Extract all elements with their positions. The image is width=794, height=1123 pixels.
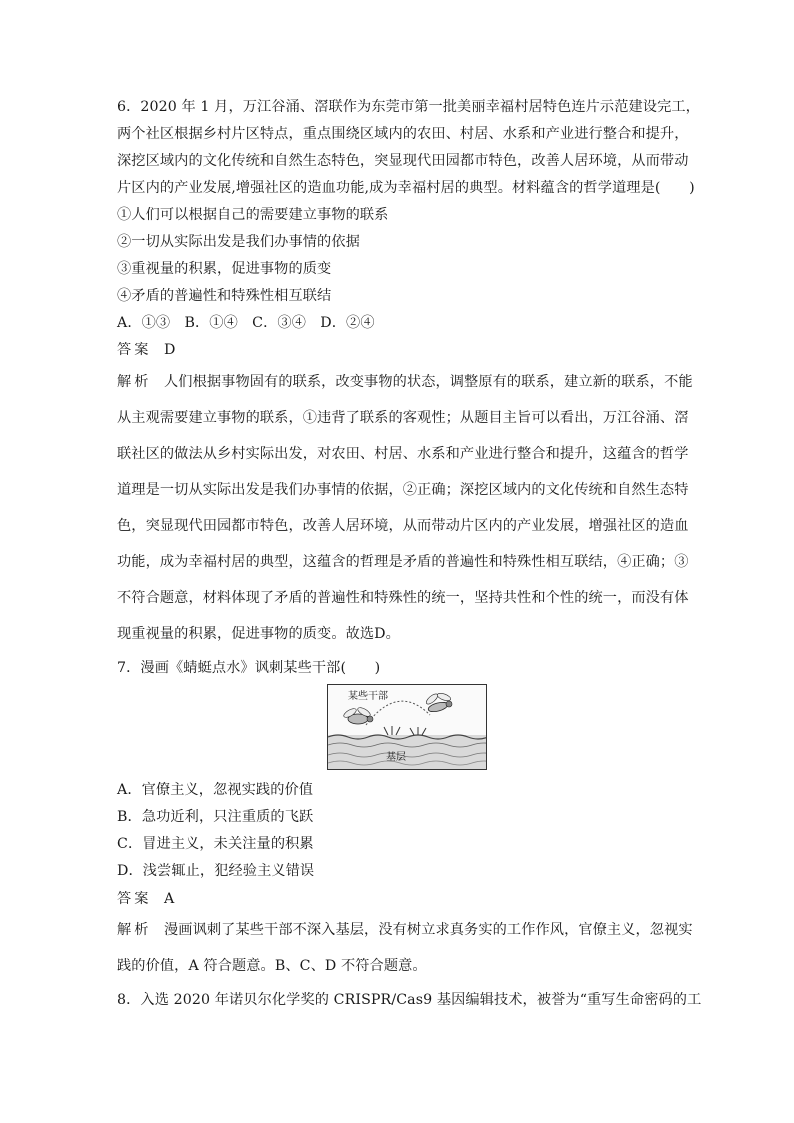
q6-analysis-line-8: 现重视量的积累，促进事物的质变。故选D。 [117, 626, 400, 642]
q6-item-4: ④矛盾的普遍性和特殊性相互联结 [117, 288, 332, 304]
q6-analysis-line-6: 功能，成为幸福村居的典型，这蕴含的哲理是矛盾的普遍性和特殊性相互联结，④正确；③ [117, 554, 689, 570]
answer-label: 答案 [117, 342, 152, 358]
q7-answer [117, 889, 174, 909]
q7-stem: 7．漫画《蜻蜓点水》讽刺某些干部( ) [117, 660, 381, 676]
q6-analysis-line-3: 联社区的做法从乡村实际出发，对农田、村居、水系和产业进行整合和提升，这蕴含的哲学 [117, 446, 689, 462]
q6-item-3: ③重视量的积累，促进事物的质变 [117, 261, 332, 277]
q7-option-b: B．急功近利，只注重质的飞跃 [117, 809, 314, 825]
q7-analysis-line-2: 践的价值，A 符合题意。B、C、D 不符合题意。 [117, 958, 427, 974]
q6-item-2: ②一切从实际出发是我们办事情的依据 [117, 234, 360, 250]
q7-analysis-line-1 [117, 920, 693, 940]
q6-analysis-line-7: 不符合题意，材料体现了矛盾的普遍性和特殊性的统一，坚持共性和个性的统一，而没有体 [117, 590, 689, 606]
q8-stem: 8．入选 2020 年诺贝尔化学奖的 CRISPR/Cas9 基因编辑技术，被誉为“重写生命密码的工 [117, 992, 702, 1008]
q6-item-1: ①人们可以根据自己的需要建立事物的联系 [117, 207, 389, 223]
q6-analysis-line-5: 色，突显现代田园都市特色，改善人居环境，从而带动片区内的产业发展，增强社区的造血 [117, 518, 689, 534]
q6-analysis-line-2: 从主观需要建立事物的联系，①违背了联系的客观性；从题目主旨可以看出，万江谷涌、滘 [117, 410, 689, 426]
q7-option-c: C．冒进主义，未关注量的积累 [117, 836, 314, 852]
q6-stem-line-4: 片区内的产业发展,增强社区的造血功能,成为幸福村居的典型。材料蕴含的哲学道理是( ) [117, 180, 695, 196]
cartoon-caption-bottom: 基层 [386, 752, 406, 763]
analysis-label: 解析 [117, 374, 152, 390]
q7-option-d: D．浅尝辄止，犯经验主义错误 [117, 863, 315, 879]
answer-label: 答案 [117, 891, 152, 907]
answer-value: A [164, 891, 175, 907]
q6-answer [117, 340, 176, 360]
cartoon-caption-top: 某些干部 [348, 691, 388, 702]
q6-stem-line-2: 两个社区根据乡村片区特点，重点围绕区域内的农田、村居、水系和产业进行整合和提升， [117, 126, 689, 142]
answer-value: D [164, 342, 176, 358]
analysis-text: 人们根据事物固有的联系，改变事物的状态，调整原有的联系，建立新的联系，不能 [164, 374, 693, 390]
dragonfly-cartoon-image [327, 684, 487, 770]
q6-analysis-line-1 [117, 372, 693, 392]
analysis-text: 漫画讽刺了某些干部不深入基层，没有树立求真务实的工作作风，官僚主义，忽视实 [164, 922, 693, 938]
analysis-label: 解析 [117, 922, 152, 938]
q6-stem-line-1: 6．2020 年 1 月，万江谷涌、滘联作为东莞市第一批美丽幸福村居特色连片示范建设完工， [117, 99, 700, 115]
q7-option-a: A．官僚主义，忽视实践的价值 [117, 782, 314, 798]
q6-options: A．①③ B．①④ C．③④ D．②④ [117, 315, 375, 331]
q6-analysis-line-4: 道理是一切从实际出发是我们办事情的依据，②正确；深挖区域内的文化传统和自然生态特 [117, 482, 689, 498]
q6-stem-line-3: 深挖区域内的文化传统和自然生态特色，突显现代田园都市特色，改善人居环境，从而带动 [117, 153, 689, 169]
